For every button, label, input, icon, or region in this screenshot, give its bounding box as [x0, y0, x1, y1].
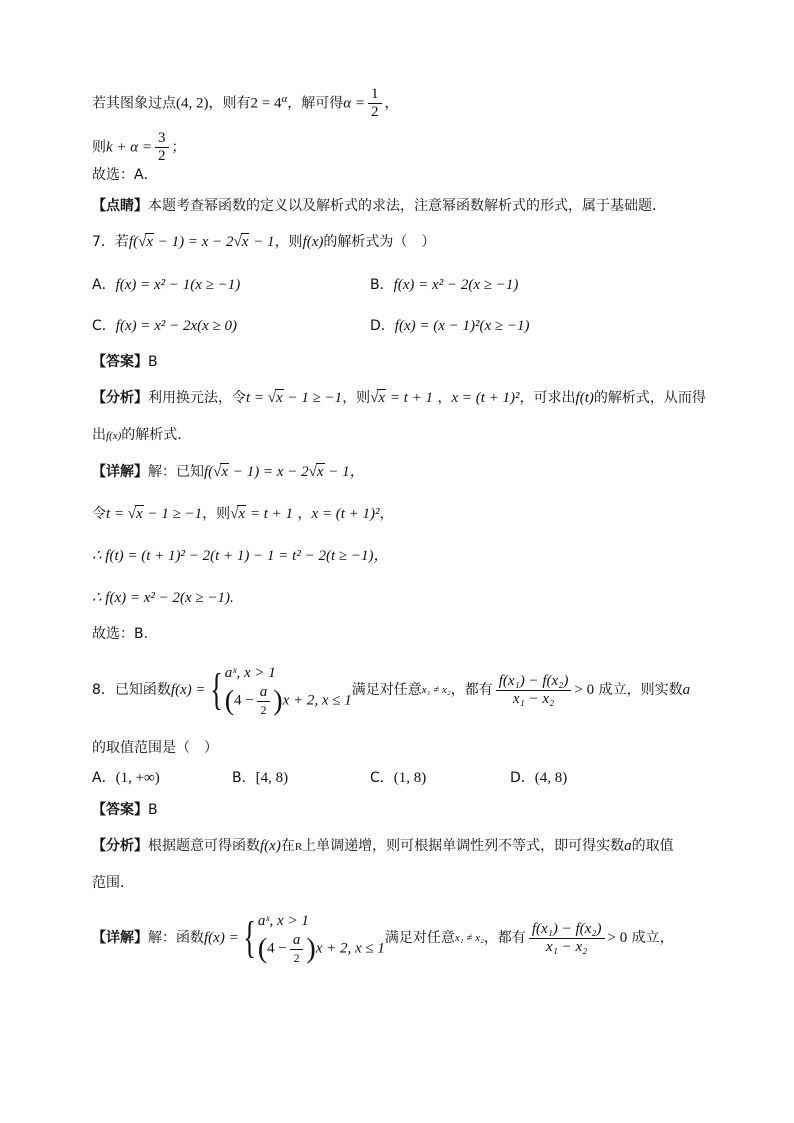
difference-quotient — [529, 921, 605, 956]
math: > 0 — [607, 930, 628, 946]
piecewise-function — [206, 662, 352, 719]
math-radicand: x — [238, 506, 246, 522]
denominator: 2 — [368, 103, 382, 121]
q7-detail-line3 — [92, 546, 388, 566]
option-label: C． — [370, 770, 394, 786]
text: 令 — [92, 506, 106, 522]
math: − 1， — [324, 464, 365, 480]
denominator: 2 — [290, 949, 304, 967]
text: 若其图象过点 — [92, 95, 176, 112]
question-number: 8．已知函数 — [92, 682, 171, 698]
question-7-stem — [92, 232, 435, 252]
q7-option-d[interactable] — [370, 315, 530, 335]
q7-answer — [92, 352, 158, 372]
math: f(x) — [106, 430, 122, 442]
q7-analysis-line1: 【分析】利用换元法，令t = √x − 1 ≥ −1，则√x = t + 1 ，x = (t + 1)²，可求出f(t)的解析式，从而得 — [92, 390, 706, 406]
difference-quotient — [496, 673, 572, 708]
math-radicand: x — [221, 464, 229, 480]
question-number: 7．若 — [92, 234, 129, 250]
math: = t + 1 — [246, 506, 294, 522]
math-expression: − 1) = x − 2 — [154, 234, 234, 250]
text: ，都有 — [450, 682, 493, 698]
option-expression: f(x) = (x − 1)²(x ≥ −1) — [394, 318, 530, 334]
math: 4 − — [234, 692, 254, 709]
numerator: 1 — [371, 86, 379, 102]
option-label: A． — [92, 770, 116, 786]
q7-detail-line4 — [92, 588, 234, 608]
sqrt-symbol: √ — [138, 234, 147, 250]
case-1: aˣ, x > 1 — [257, 912, 309, 929]
text: 的解析式. — [121, 427, 182, 443]
cases — [225, 662, 352, 719]
remark-tag: 【点睛】 — [92, 198, 148, 214]
detail-tag: 【详解】 — [92, 464, 148, 480]
math: t = — [246, 390, 265, 406]
solution-line-point — [92, 86, 399, 121]
q8-analysis-line1 — [92, 836, 674, 857]
text: ； — [171, 139, 186, 156]
q8-answer — [92, 800, 158, 820]
option-expression: f(x) = x² − 1(x ≥ −1) — [115, 277, 241, 293]
math: = t + 1 — [386, 390, 434, 406]
text: 解：函数 — [148, 930, 204, 946]
cases — [258, 910, 385, 967]
q8-detail-line1 — [92, 908, 674, 968]
text: 的取值 — [631, 838, 674, 854]
fraction-a-over-2 — [257, 684, 271, 719]
denominator: x₁ − x₂ — [496, 690, 572, 708]
q8-analysis-line2: 范围. — [92, 875, 125, 891]
text: 上单调递增，则可根据单调性列不等式，即可得实数 — [302, 838, 625, 854]
math: x + 2, x ≤ 1 — [315, 940, 385, 957]
numerator: f(x₁) − f(x₂) — [498, 672, 569, 689]
option-label: A． — [92, 277, 116, 293]
q7-analysis-line2 — [92, 425, 182, 446]
text: ，则 — [274, 234, 303, 250]
math: − 1) = x − 2 — [229, 464, 309, 480]
text: ， — [384, 95, 399, 112]
piecewise-function — [239, 910, 385, 967]
text: 根据题意可得函数 — [148, 838, 260, 854]
text: ，解可得 — [287, 95, 344, 112]
option-expression: f(x) = x² − 2x(x ≥ 0) — [115, 318, 238, 334]
math: x₁ ≠ x₂ — [454, 932, 484, 944]
text: 成立， — [631, 930, 674, 946]
option-label: D． — [370, 318, 395, 334]
remark-line — [92, 196, 666, 216]
math: − 1 ≥ −1 — [283, 390, 343, 406]
text: ，则有 — [208, 95, 251, 112]
brace: { — [209, 665, 223, 714]
math: f(t) — [575, 390, 594, 406]
denominator: 2 — [155, 147, 169, 165]
q8-option-b[interactable] — [232, 767, 288, 787]
text: 成立，则实数 — [598, 682, 683, 698]
math-radicand: x — [378, 390, 386, 406]
q7-detail-line1: 【详解】解：已知f(√x − 1) = x − 2√x − 1， — [92, 464, 365, 480]
q8-option-d[interactable] — [510, 767, 567, 787]
text: 的解析式为（ ） — [323, 234, 436, 250]
numerator: a — [292, 931, 301, 948]
option-label: C． — [92, 318, 116, 334]
math: a — [682, 682, 691, 698]
numerator: f(x₁) − f(x₂) — [531, 920, 602, 937]
denominator: 2 — [257, 701, 271, 719]
option-expression: (4, 8) — [534, 770, 568, 786]
math-radicand: x — [136, 506, 143, 522]
math-equation: 2 = 4 — [250, 95, 282, 112]
detail-tag: 【详解】 — [92, 930, 148, 946]
fraction-three-halves — [155, 130, 169, 165]
math: x = (t + 1)² — [311, 506, 380, 522]
numerator: a — [259, 683, 268, 700]
q7-choice: 故选：B. — [92, 626, 149, 642]
math: 4 − — [267, 940, 287, 957]
math-radicand: x — [146, 234, 153, 250]
math-radicand: x — [316, 464, 324, 480]
math: t = — [106, 506, 125, 522]
text: 利用换元法，令 — [148, 390, 246, 406]
math-step: ∴ f(x) = x² − 2(x ≥ −1). — [92, 590, 234, 606]
math: − 1 ≥ −1 — [143, 506, 203, 522]
math-fx: f(x) = — [170, 682, 206, 698]
option-label: B． — [232, 770, 256, 786]
analysis-tag: 【分析】 — [92, 838, 148, 854]
numerator: 3 — [158, 130, 166, 146]
choice-line: 故选：A． — [92, 167, 158, 183]
q8-stem-line2: 的取值范围是（ ） — [92, 740, 218, 756]
math-fx: f(x) — [302, 234, 324, 250]
fraction-one-half — [368, 86, 382, 121]
math: x + 2, x ≤ 1 — [282, 692, 352, 709]
math: x = (t + 1)² — [451, 390, 520, 406]
fraction-a-over-2 — [290, 932, 304, 967]
math-f: f( — [128, 234, 139, 250]
q7-option-a[interactable] — [92, 274, 240, 294]
case-2: (4 − $\frac{a}{2}$ )x + 2, x ≤ 1 — [257, 931, 385, 965]
math: x₁ ≠ x₂ — [421, 684, 451, 696]
remark-text: 本题考查幂函数的定义以及解析式的求法，注意幂函数解析式的形式，属于基础题． — [148, 198, 666, 214]
denominator: x₁ − x₂ — [529, 938, 605, 956]
math-expression: − 1 — [249, 234, 275, 250]
text: 解：已知 — [148, 464, 204, 480]
text: 满足对任意 — [351, 682, 422, 698]
text: 满足对任意 — [384, 930, 455, 946]
math-point: (4, 2) — [176, 95, 209, 112]
math: > 0 — [574, 682, 595, 698]
text: 则 — [92, 139, 106, 156]
q7-detail-line2: 令t = √x − 1 ≥ −1，则√x = t + 1 ，x = (t + 1)²， — [92, 506, 394, 522]
option-expression: (1, +∞) — [115, 770, 160, 786]
math-radicand: x — [276, 390, 283, 406]
math: f(x) — [260, 838, 281, 854]
answer-value: B — [148, 802, 158, 818]
math-alpha: α = — [343, 95, 365, 112]
text: ，都有 — [483, 930, 526, 946]
option-label: D． — [510, 770, 535, 786]
solution-line-sum — [92, 130, 186, 165]
analysis-tag: 【分析】 — [92, 390, 148, 406]
sqrt-symbol: √ — [233, 234, 242, 250]
math-exponent: α — [281, 92, 288, 105]
q7-option-c[interactable] — [92, 315, 237, 335]
math-expression: k + α = — [106, 139, 153, 156]
option-expression: (1, 8) — [393, 770, 427, 786]
question-8-stem — [92, 660, 690, 720]
text: ，可求出 — [519, 390, 576, 406]
q8-option-c[interactable] — [370, 767, 426, 787]
answer-tag: 【答案】 — [92, 802, 148, 818]
math-radicand: x — [241, 234, 249, 250]
text: 的解析式，从而得 — [593, 390, 706, 406]
answer-value: B — [148, 354, 158, 370]
option-expression: [4, 8) — [255, 770, 289, 786]
math-R: R — [294, 841, 303, 853]
math: a — [624, 838, 632, 854]
q7-option-b[interactable] — [370, 274, 518, 294]
answer-tag: 【答案】 — [92, 354, 148, 370]
case-2: (4 − $\frac{a}{2}$ )x + 2, x ≤ 1 — [224, 683, 352, 717]
math: f( — [204, 464, 214, 480]
text: 在 — [280, 838, 295, 854]
text: ，则 — [202, 506, 231, 522]
text: ，则 — [342, 390, 371, 406]
option-label: B． — [370, 277, 394, 293]
option-expression: f(x) = x² − 2(x ≥ −1) — [393, 277, 519, 293]
math-step: ∴ f(t) = (t + 1)² − 2(t + 1) − 1 = t² − 2(t ≥ −1)， — [92, 548, 389, 564]
text: 出 — [92, 427, 106, 443]
brace: { — [242, 913, 256, 962]
q8-option-a[interactable] — [92, 767, 160, 787]
case-1: aˣ, x > 1 — [224, 664, 276, 681]
math-fx: f(x) = — [204, 930, 239, 946]
